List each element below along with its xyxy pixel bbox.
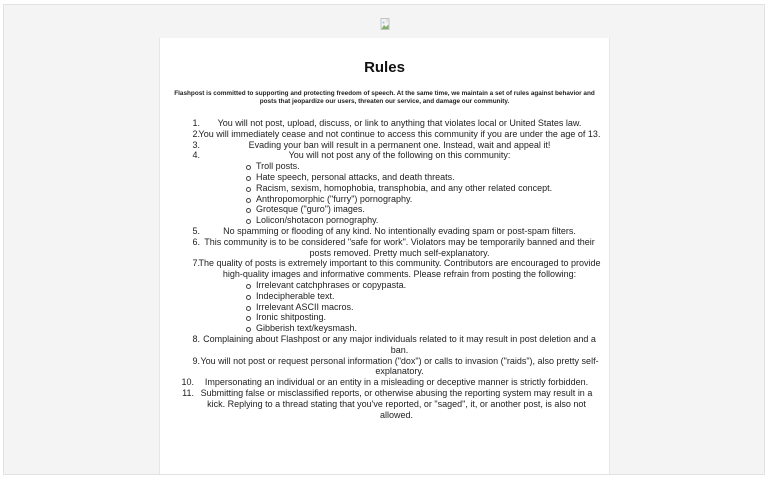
rule-item: 7. The quality of posts is extremely important to this community. Contributors are encouraged to provide high-quality images and informative comments. Please refrain from posting the following: Irrelevant catchphrases or copypasta. Indecipherable text. Irrelevant ASCII macros. Ironic shitposting. Gibberish text/keysmash. <box>192 258 601 334</box>
sub-list-item: Indecipherable text. <box>246 291 601 302</box>
sub-list-item: Ironic shitposting. <box>246 312 601 323</box>
broken-image-icon <box>380 17 392 29</box>
sub-list-item: Grotesque ("guro") images. <box>246 204 601 215</box>
rule-item: 5. No spamming or flooding of any kind. No intentionally evading spam or post-spam filters. <box>192 225 576 236</box>
page-container <box>3 4 765 475</box>
intro-text: Flashpost is committed to supporting and protecting freedom of speech. At the same time, we maintain a set of rules against behavior and posts that jeopardize our users, threaten our service, and damage our community. <box>174 90 595 105</box>
rule-item: 9. You will not post or request personal information ("dox") or calls to invasion ("raids"), also pretty self-explanatory. <box>192 355 599 377</box>
rule-item: 3. Evading your ban will result in a permanent one. Instead, wait and appeal it! <box>192 139 551 150</box>
rule-item: 10. Impersonating an individual or an entity in a misleading or deceptive manner is strictly forbidden. <box>181 377 589 388</box>
sub-list-item: Racism, sexism, homophobia, transphobia, and any other related concept. <box>246 183 601 194</box>
sub-list-item: Troll posts. <box>246 161 601 172</box>
sub-list <box>246 161 601 226</box>
sub-list-item: Irrelevant catchphrases or copypasta. <box>246 280 601 291</box>
rules-list <box>168 118 601 420</box>
rules-card <box>159 38 610 475</box>
sub-list-item: Lolicon/shotacon pornography. <box>246 215 601 226</box>
sub-list-item: Irrelevant ASCII macros. <box>246 302 601 313</box>
sub-list-item: Hate speech, personal attacks, and death threats. <box>246 172 601 183</box>
rule-item: 8. Complaining about Flashpost or any major individuals related to it may result in post deletion and a ban. <box>192 333 596 355</box>
rule-item: 6. This community is to be considered "safe for work". Violators may be temporarily banned and their posts removed. Pretty much self-explanatory. <box>192 236 595 258</box>
rule-item: 1. You will not post, upload, discuss, or link to anything that violates local or United States law. <box>192 118 582 128</box>
rule-item: 11. Submitting false or misclassified reports, or otherwise abusing the reporting system may result in a kick. Replying to a thread stating that you've reported, or "saged", it, or another post, is also not allowed. <box>182 387 593 420</box>
sub-list-item: Gibberish text/keysmash. <box>246 323 601 334</box>
rule-item: 4. You will not post any of the following on this community: Troll posts. Hate speech, personal attacks, and death threats. Racism, sexism, homophobia, transphobia, and any other related concept. Anthropomorphic ("furry") pornography. Grotesque ("guro") images. Lolicon/shotacon pornography. <box>168 150 601 226</box>
page-title: Rules <box>364 59 405 76</box>
rule-item: 2. You will immediately cease and not continue to access this community if you are under the age of 13. <box>192 128 601 139</box>
sub-list <box>246 280 601 334</box>
sub-list-item: Anthropomorphic ("furry") pornography. <box>246 194 601 205</box>
